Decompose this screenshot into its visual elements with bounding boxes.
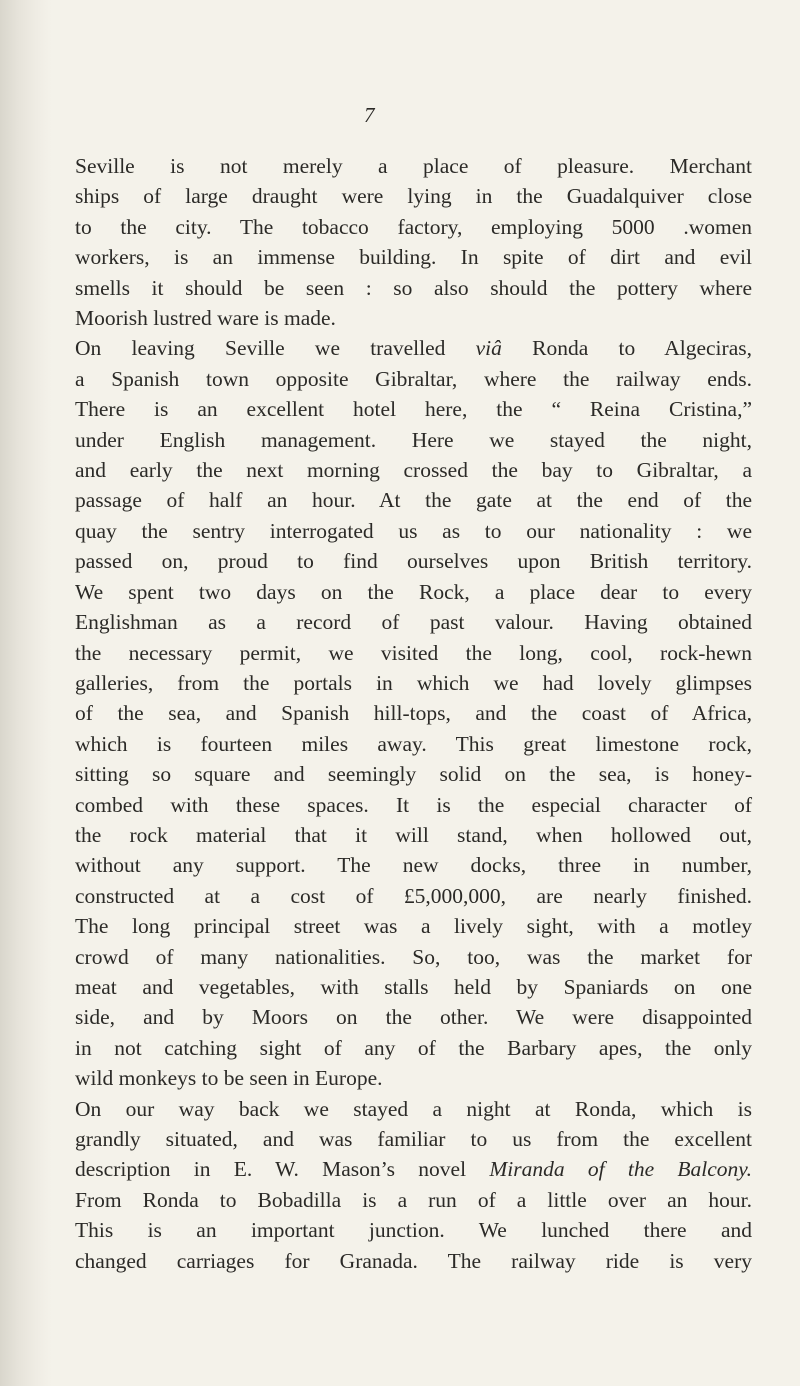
text-line: smells it should be seen : so also should the pottery where [75,275,752,300]
text-run: description in E. W. Mason’s novel [75,1157,490,1182]
text-line: and early the next morning crossed the bay to Gibraltar, a [75,458,752,483]
text-line: There is an excellent hotel here, the “ Reina Cristina,” [75,397,752,422]
text-line: grandly situated, and was familiar to us from the excellent [75,1127,752,1151]
text-line: We spent two days on the Rock, a place dear to every [75,579,752,604]
text-line: combed with these spaces. It is the especial character of [75,792,752,817]
body-text [52,151,752,1276]
text-line: This is an important junction. We lunched there and [75,1218,752,1243]
text-line: crowd of many nationalities. So, too, was the market for [75,944,752,969]
text-line: meat and vegetables, with stalls held by Spaniards on one [75,974,752,999]
text-line [52,1154,752,1184]
text-line: galleries, from the portals in which we had lovely glimpses [75,670,752,695]
text-line: The long principal street was a lively sight, with a motley [75,914,752,939]
text-line: Englishman as a record of past valour. Having obtained [75,610,752,635]
paragraph-gibraltar [52,333,752,1093]
text-run: Ronda to Algeciras, [501,336,752,361]
text-line: of the sea, and Spanish hill-tops, and the coast of Africa, [75,701,752,726]
text-line: a Spanish town opposite Gibraltar, where the railway ends. [75,366,752,391]
text-line: quay the sentry interrogated us as to our nationality : we [75,518,752,543]
text-line: ships of large draught were lying in the Guadalquiver close [75,184,752,209]
text-line: Seville is not merely a place of pleasure. Merchant [75,154,752,178]
text-line: under English management. Here we stayed the night, [75,427,752,452]
text-line: passed on, proud to find ourselves upon British territory. [75,549,752,574]
text-line: to the city. The tobacco factory, employing 5000 .women [75,214,752,239]
text-line: without any support. The new docks, three in number, [75,853,752,878]
paragraph-seville [52,151,752,333]
text-line: Moorish lustred ware is made. [75,306,336,331]
text-line: side, and by Moors on the other. We were disappointed [75,1005,752,1030]
text-line: the rock material that it will stand, when hollowed out, [75,822,752,847]
text-run: On leaving Seville we travelled [75,336,476,361]
italic-via: viâ [475,336,502,361]
paragraph-ronda [52,1094,752,1276]
text-line: wild monkeys to be seen in Europe. [75,1066,383,1091]
page-number: 7 [364,103,375,127]
text-line: On our way back we stayed a night at Ronda, which is [75,1096,752,1121]
text-line: From Ronda to Bobadilla is a run of a little over an hour. [75,1187,752,1212]
text-line [52,333,752,363]
text-line: the necessary permit, we visited the long, cool, rock-hewn [75,640,752,665]
text-line: in not catching sight of any of the Barbary apes, the only [75,1035,752,1060]
italic-book-title: Miranda of the Balcony. [489,1157,753,1182]
text-line: workers, is an immense building. In spite of dirt and evil [75,245,752,270]
text-line: passage of half an hour. At the gate at the end of the [75,488,752,513]
text-line: sitting so square and seemingly solid on the sea, is honey- [75,762,752,787]
book-gutter-shadow [0,0,52,1386]
text-line: constructed at a cost of £5,000,000, are nearly finished. [75,883,752,908]
text-line: changed carriages for Granada. The railway ride is very [75,1248,752,1273]
text-line: which is fourteen miles away. This great limestone rock, [75,731,752,756]
